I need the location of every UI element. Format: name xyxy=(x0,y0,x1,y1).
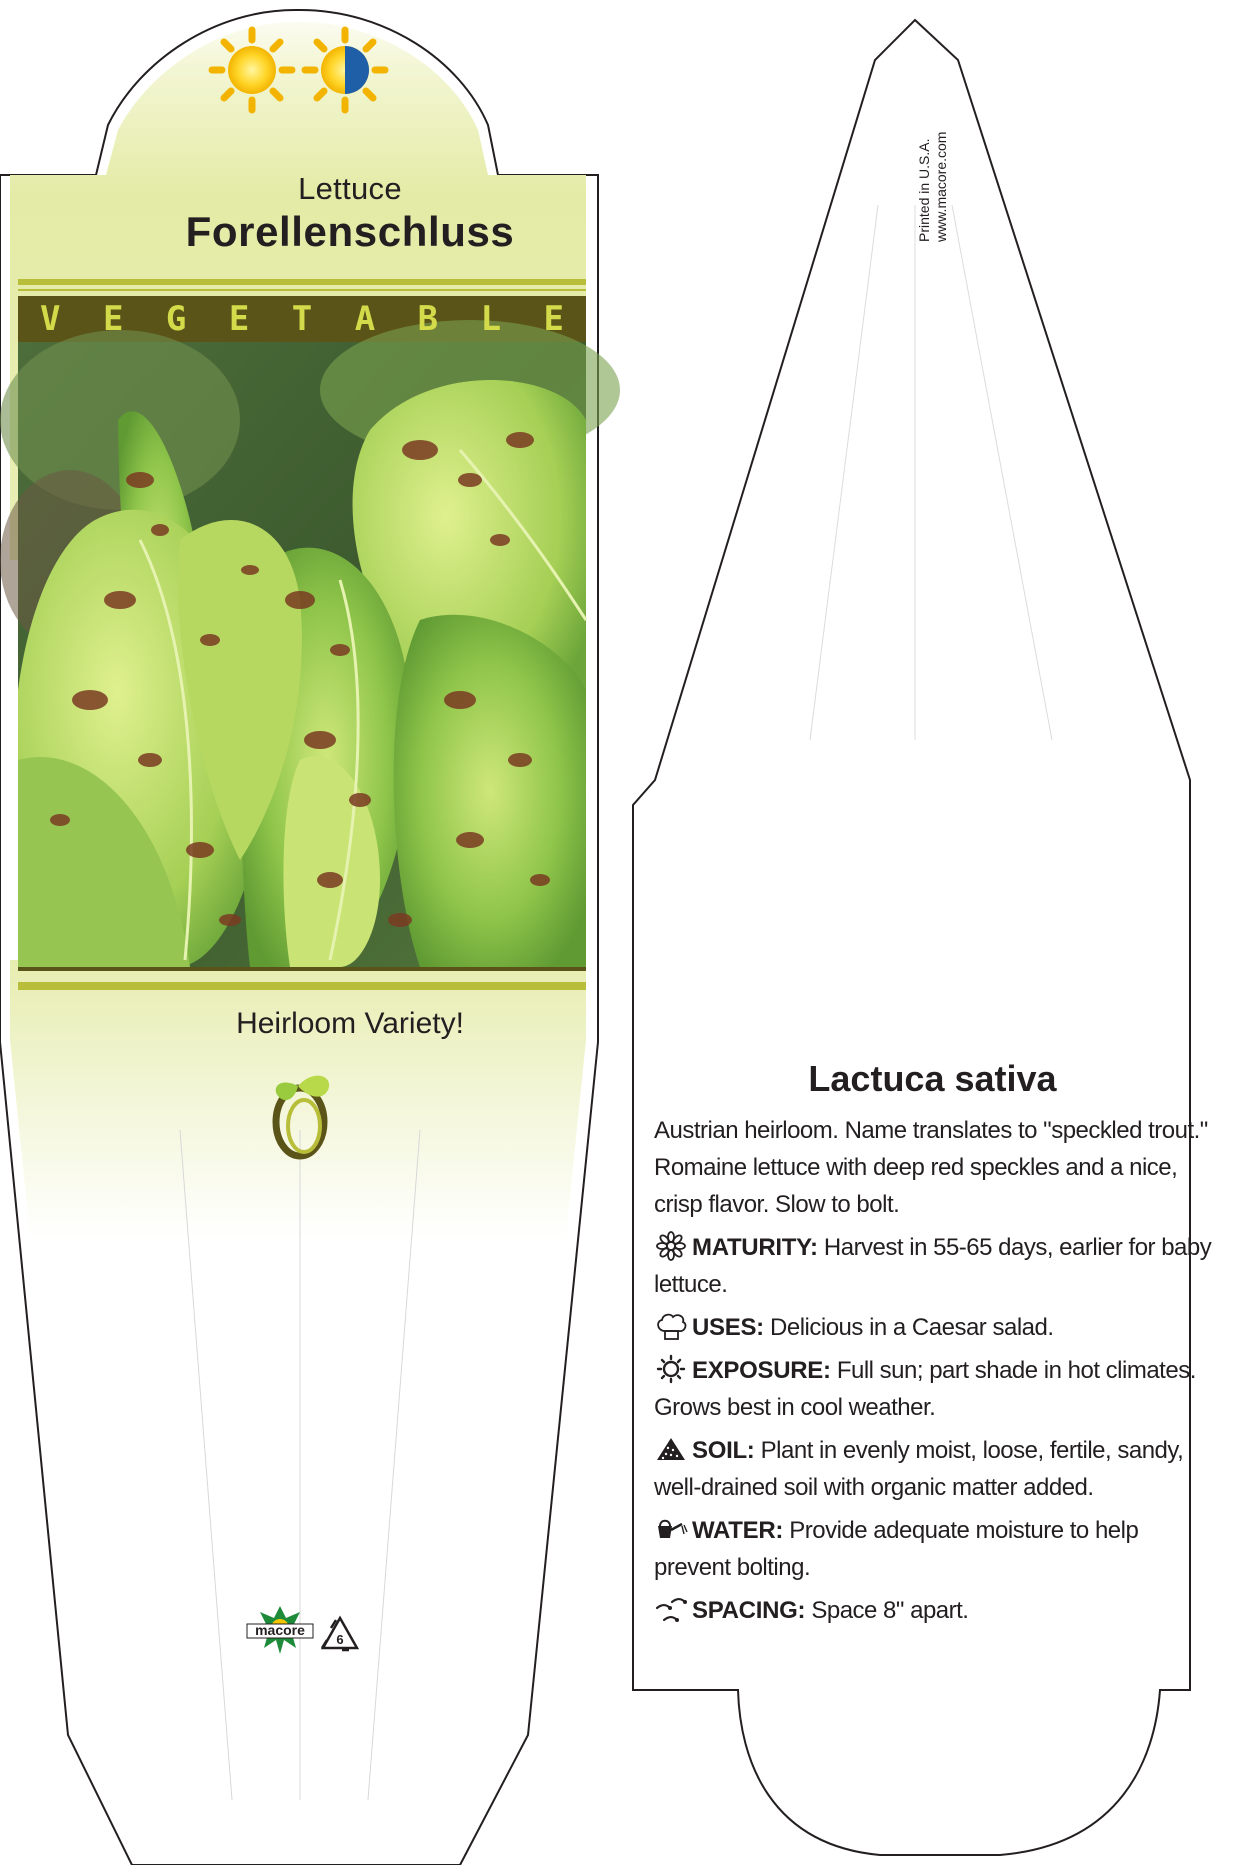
soil-pile-icon xyxy=(654,1434,688,1464)
printer-imprint xyxy=(916,92,950,242)
item-text: Full sun; part shade in hot climates. Grows best in cool weather. xyxy=(654,1357,1196,1421)
flower-icon xyxy=(654,1231,688,1261)
category-letter: E xyxy=(543,299,564,339)
sun-outline-icon xyxy=(654,1354,688,1384)
printed-in-text: Printed in U.S.A. xyxy=(916,138,932,242)
care-item-soil xyxy=(654,1432,1214,1506)
tagline: Heirloom Variety! xyxy=(236,1007,464,1040)
full-sun-icon xyxy=(212,30,292,110)
category-letter: B xyxy=(417,299,439,339)
category-letter: E xyxy=(102,299,124,339)
botanical-name: Lactuca sativa xyxy=(808,1058,1057,1099)
care-item-exposure xyxy=(654,1352,1214,1426)
common-name: Lettuce xyxy=(298,171,402,206)
item-label: WATER: xyxy=(692,1517,784,1544)
category-letter: E xyxy=(228,299,250,339)
care-item-spacing xyxy=(654,1592,1214,1629)
care-item-uses xyxy=(654,1309,1214,1346)
recycle-code: 6 xyxy=(336,1632,344,1647)
item-text: Plant in evenly moist, loose, fertile, sandy, well-drained soil with organic matter added. xyxy=(654,1437,1184,1501)
lettuce-photo xyxy=(0,320,620,967)
care-item-maturity xyxy=(654,1229,1214,1303)
category-letter: A xyxy=(354,299,376,339)
item-label: SOIL: xyxy=(692,1437,755,1464)
chef-hat-icon xyxy=(654,1311,688,1341)
care-item-water xyxy=(654,1512,1214,1586)
category-letter: T xyxy=(291,299,313,339)
care-description xyxy=(654,1112,1214,1635)
part-sun-icon xyxy=(305,30,385,110)
item-label: SPACING: xyxy=(692,1597,806,1624)
item-text: Delicious in a Caesar salad. xyxy=(763,1314,1054,1341)
category-letter: G xyxy=(165,299,187,339)
item-text: Harvest in 55-65 days, earlier for baby lettuce. xyxy=(654,1234,1212,1298)
item-label: EXPOSURE: xyxy=(692,1357,831,1384)
brand-name: macore xyxy=(255,1622,305,1638)
watering-can-icon xyxy=(654,1514,688,1544)
plant-description: Austrian heirloom. Name translates to "speckled trout." Romaine lettuce with deep red speckles and a nice, crisp flavor. Slow to bolt. xyxy=(654,1117,1208,1218)
variety-name: Forellenschluss xyxy=(185,208,515,255)
website-text: www.macore.com xyxy=(933,131,949,242)
spacing-arrows-icon xyxy=(654,1594,688,1624)
item-text: Space 8" apart. xyxy=(805,1597,969,1624)
category-letter: L xyxy=(480,299,502,339)
category-letter: V xyxy=(40,299,61,339)
category-band xyxy=(18,296,586,342)
item-label: MATURITY: xyxy=(692,1234,818,1261)
item-text: Provide adequate moisture to help prevent bolting. xyxy=(654,1517,1139,1581)
item-label: USES: xyxy=(692,1314,764,1341)
